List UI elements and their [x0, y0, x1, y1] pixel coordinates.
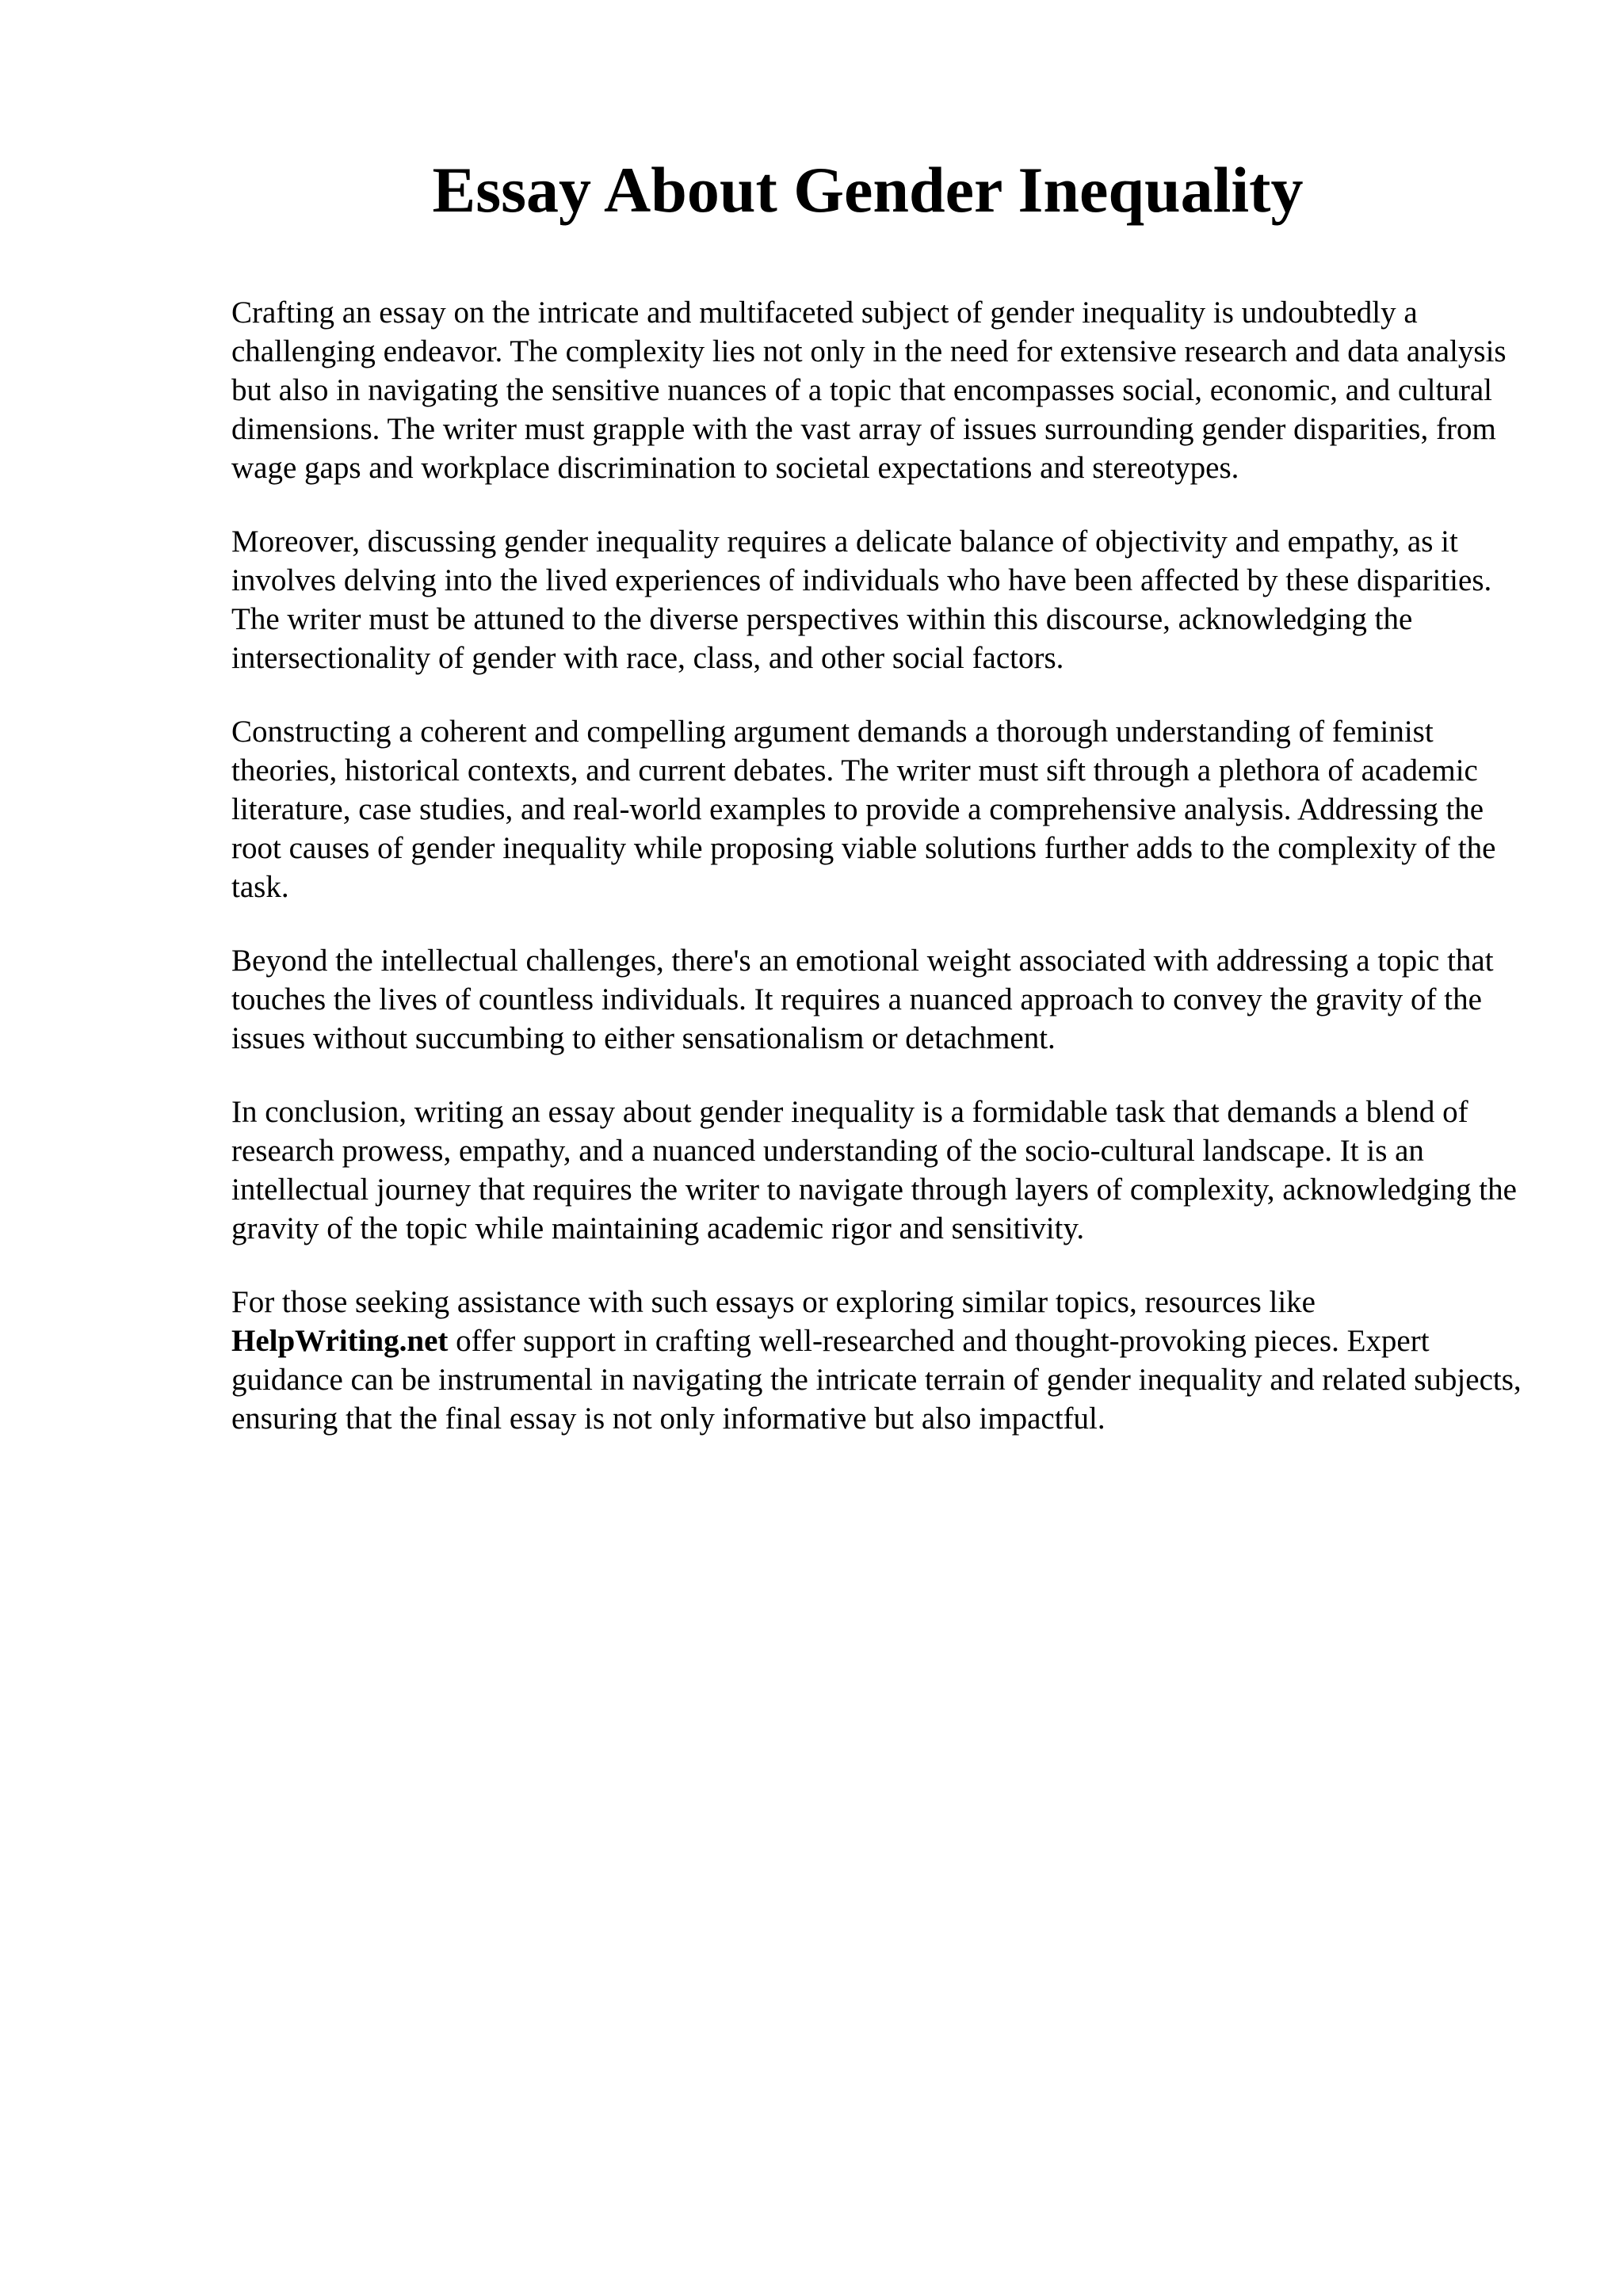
document-title: Essay About Gender Inequality — [432, 154, 1304, 226]
paragraph-1: Crafting an essay on the intricate and multifaceted subject of gender inequality is undoubtedly a challenging endeavor. The complexity lies not only in the need for extensive research and data analysis but also in navigating the sensitive nuances of a topic that encompasses social, economic, and cultural dimensions. The writer must grapple with the vast array of issues surrounding gender disparities, from wage gaps and workplace discrimination to societal expectations and stereotypes. — [231, 296, 1507, 485]
paragraph-5: In conclusion, writing an essay about gender inequality is a formidable task that demands a blend of research prowess, empathy, and a nuanced understanding of the socio-cultural landscape. It is an intellectual journey that requires the writer to navigate through layers of complexity, acknowledging the gravity of the topic while maintaining academic rigor and sensitivity. — [231, 1095, 1517, 1245]
document-body — [231, 293, 1539, 1473]
paragraph-3: Constructing a coherent and compelling argument demands a thorough understanding of feminist theories, historical contexts, and current debates. The writer must sift through a plethora of academic literature, case studies, and real-world examples to provide a comprehensive analysis. Addressing the root causes of gender inequality while proposing viable solutions further adds to the complexity of the task. — [231, 715, 1496, 904]
helpwriting-link[interactable]: HelpWriting.net — [231, 1324, 449, 1358]
paragraph-6 — [231, 1283, 1539, 1438]
paragraph-4: Beyond the intellectual challenges, there's an emotional weight associated with addressing a topic that touches the lives of countless individuals. It requires a nuanced approach to convey the gravity of the issues without succumbing to either sensationalism or detachment. — [231, 944, 1494, 1055]
paragraph-6-rest: offer support in crafting well-researched and thought-provoking pieces. Expert guidance can be instrumental in navigating the intricate terrain of gender inequality and related subjects, ensuring that the final essay is not only informative but also impactful. — [231, 1324, 1522, 1436]
paragraph-2: Moreover, discussing gender inequality requires a delicate balance of objectivity and empathy, as it involves delving into the lived experiences of individuals who have been affected by these disparities. The writer must be attuned to the diverse perspectives within this discourse, acknowledging the intersectionality of gender with race, class, and other social factors. — [231, 524, 1492, 675]
paragraph-6-intro: For those seeking assistance with such essays or exploring similar topics, resources like — [231, 1285, 1316, 1319]
